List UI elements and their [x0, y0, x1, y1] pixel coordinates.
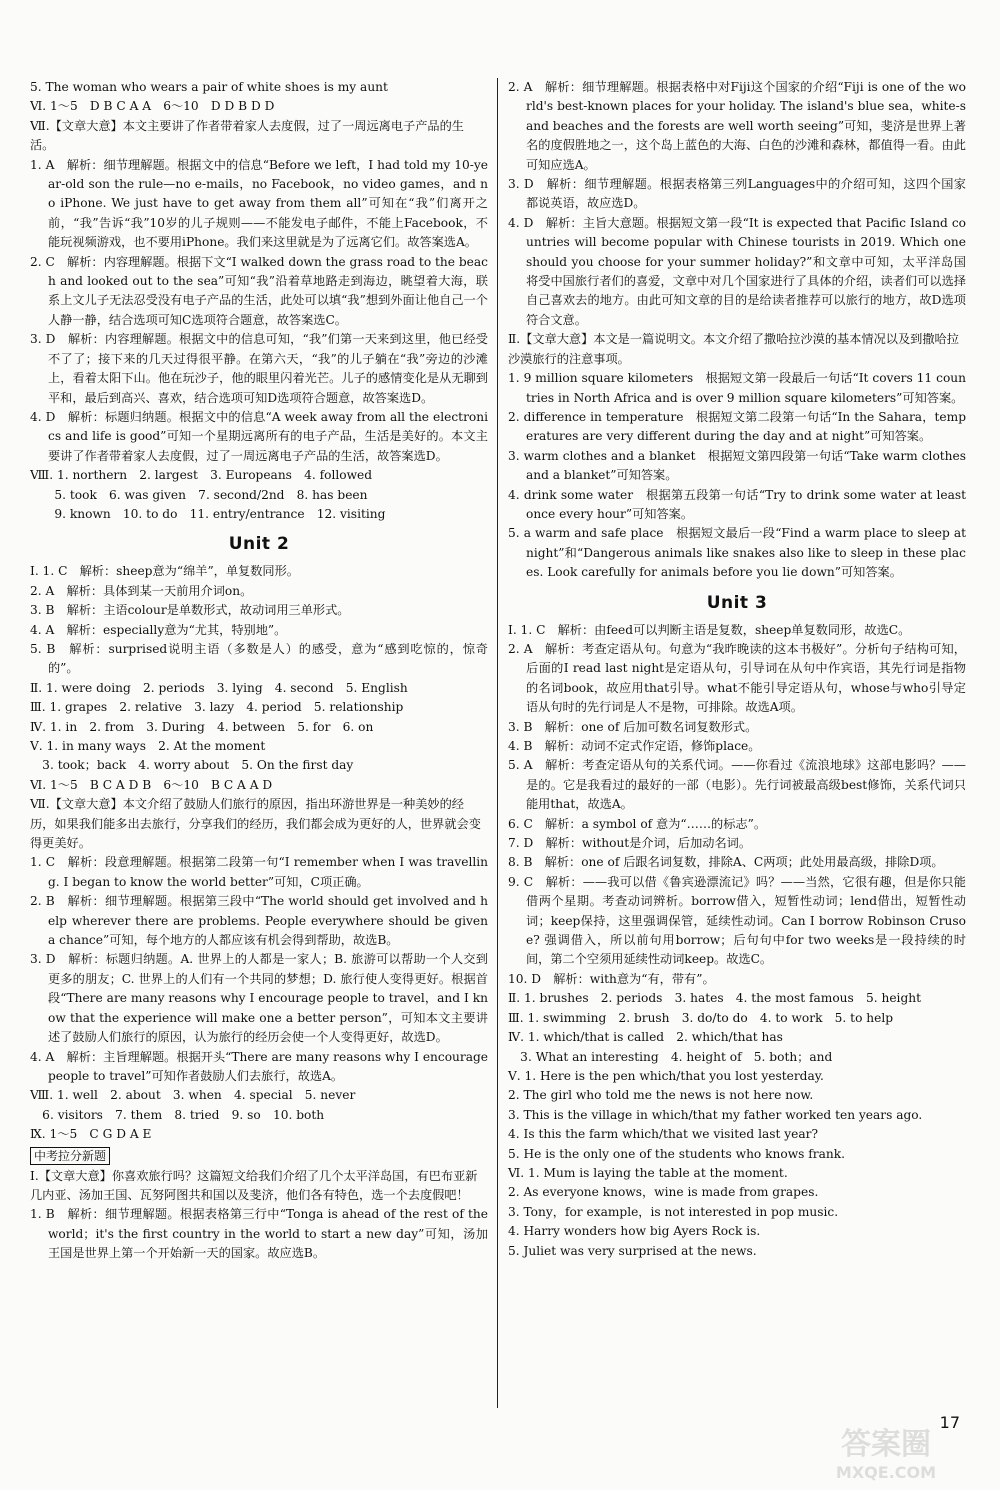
answer-line: 4. Is this the farm which/that we visited last year?: [508, 1127, 818, 1142]
answer-line: 3. What an interesting 4. height of 5. both；and: [508, 1049, 833, 1064]
answer-line: 5. B 解析：surprised说明主语（多数是人）的感受，意为“感到吃惊的，惊奇的”。: [30, 641, 488, 676]
answer-line: Ⅳ. 1. which/that is called 2. which/that has: [508, 1030, 783, 1045]
answer-line: 6. C 解析：a symbol of 意为“……的标志”。: [508, 816, 767, 831]
answer-line: 4. A 解析：especially意为“尤其，特别地”。: [30, 622, 287, 637]
answer-line: Ⅶ.【文章大意】本文主要讲了作者带着家人去度假，过了一周远离电子产品的生活。: [30, 118, 464, 153]
answer-line: 10. D 解析：with意为“有，带有”。: [508, 971, 715, 986]
right-column: [508, 78, 966, 1261]
answer-line: Ⅷ. 1. northern 2. largest 3. Europeans 4. followed: [30, 468, 373, 483]
answer-line: Ⅴ. 1. in many ways 2. At the moment: [30, 739, 266, 753]
answer-line: Ⅷ. 1. well 2. about 3. when 4. special 5. never: [30, 1088, 356, 1103]
answer-line: 4. Harry wonders how big Ayers Rock is.: [508, 1224, 761, 1239]
answer-line: 2. As everyone knows，wine is made from grapes.: [508, 1185, 819, 1200]
answer-line: 6. visitors 7. them 8. tried 9. so 10. both: [30, 1107, 325, 1122]
answer-line: 2. C 解析：内容理解题。根据下文“I walked down the grass road to the beach and looked out to the sea”可知“我”沿着草地路走到海边，眺望着大海，联系上文儿子无法忍受没有电子产品的生活，此处可以填“我”想到外面让他自己一个人静一静，结合选项可知C选项符合题意，故答案选C。: [30, 254, 488, 327]
answer-line: 8. B 解析：one of 后跟名词复数，排除A、C两项；此处用最高级，排除D项。: [508, 855, 944, 870]
answer-line: 5. Juliet was very surprised at the news.: [508, 1243, 757, 1258]
answer-line: 1. B 解析：细节理解题。根据表格第三行中“Tonga is ahead of the rest of the world；it's the first country in the world to start a new day”可知，汤加王国是世界上第一个开始新一天的国家。故应选B。: [30, 1207, 488, 1261]
answer-line: Ⅲ. 1. grapes 2. relative 3. lazy 4. period 5. relationship: [30, 700, 404, 715]
watermark-logo: [786, 1420, 986, 1486]
answer-line: 3. D 解析：细节理解题。根据表格第三列Languages中的介绍可知，这四个国家都说英语，故应选D。: [508, 177, 966, 211]
answer-line: 2. A 解析：细节理解题。根据表格中对Fiji这个国家的介绍“Fiji is one of the world's best-known places for your holiday. The island's blue sea，white-sand beaches and the forests are well worth seeing”可知，斐济是世界上著名的度假胜地之一，这个岛上蓝色的大海、白色的沙滩和森林，都值得一看。由此可知应选A。: [508, 80, 966, 172]
answer-line: 3. D 解析：内容理解题。根据文中的信息可知，“我”们第一天来到这里，他已经受不了了；接下来的几天过得很平静。在第六天，“我”的儿子躺在“我”旁边的沙滩上，看着太阳下山。他在玩沙子，他的眼里闪着光芒。儿子的感情变化是从无聊到平和，最后到高兴、喜欢，结合选项可知D选项符合题意，故答案选D。: [30, 332, 488, 405]
answer-line: 3. This is the village in which/that my father worked ten years ago.: [508, 1107, 923, 1122]
answer-line: 4. D 解析：标题归纳题。根据文中的信息“A week away from all the electronics and life is good”可知一个星期远离所有的电子产品，生活是美好的。本文主要讲了作者带着家人去度假，过了一周远离电子产品的生活，故答案选D。: [30, 409, 488, 463]
answer-line: 7. D 解析：without是介词，后加动名词。: [508, 836, 752, 851]
answer-line: 3. Tony，for example，is not interested in pop music.: [508, 1204, 839, 1219]
answer-line: 1. 9 million square kilometers 根据短文第一段最后一句话“It covers 11 countries in North Africa and is over 9 million square kilometers”可知答案。: [508, 371, 966, 405]
answer-line: 3. warm clothes and a blanket 根据短文第四段第一句话“Take warm clothes and a blanket”可知答案。: [508, 448, 966, 483]
answer-line: Ⅰ.【文章大意】你喜欢旅行吗？这篇短文给我们介绍了几个太平洋岛国，有巴布亚新几内亚、汤加王国、瓦努阿图共和国以及斐济，他们各有特色，选一个去度假吧！: [30, 1168, 478, 1202]
answer-line: Ⅲ. 1. swimming 2. brush 3. do/to do 4. to work 5. to help: [508, 1010, 894, 1025]
answer-line: 9. C 解析：——我可以借《鲁宾逊漂流记》吗？——当然，它很有趣，但是你只能借两个星期。考查动词辨析。borrow借入，短暂性动词；lend借出，短暂性动词；keep保持，这里强调保管，延续性动词。Can I borrow Robinson Crusoe? 强调借入，所以前句用borrow；后句句中for two weeks是一段持续的时间，第二个空须用延续性动词keep。故选C。: [508, 874, 966, 967]
watermark-text: 答案圈: [841, 1427, 931, 1462]
answer-line: Ⅵ. 1. Mum is laying the table at the moment.: [508, 1165, 788, 1180]
answer-line: Ⅱ.【文章大意】本文是一篇说明文。本文介绍了撒哈拉沙漠的基本情况以及到撒哈拉沙漠旅行的注意事项。: [508, 332, 959, 366]
answer-line: 4. A 解析：主旨理解题。根据开头“There are many reasons why I encourage people to travel”可知作者鼓励人们去旅行，故选A。: [30, 1049, 488, 1083]
watermark-url: MXQE.COM: [835, 1463, 937, 1482]
answer-line: 5. A 解析：考查定语从句的关系代词。——你看过《流浪地球》这部电影吗？——是的。它是我看过的最好的一部（电影）。先行词被最高级best修饰，关系代词只能用that，故选A。: [508, 758, 966, 812]
answer-line: 2. difference in temperature 根据短文第二段第一句话“In the Sahara，temperatures are very different during the day and at night”可知答案。: [508, 409, 966, 444]
answer-line: 4. drink some water 根据第五段第一句话“Try to drink some water at least once every hour”可知答案。: [508, 487, 966, 521]
answer-line: 5. He is the only one of the students who knows frank.: [508, 1146, 845, 1161]
answer-line: Ⅶ.【文章大意】本文介绍了鼓励人们旅行的原因，指出环游世界是一种美妙的经历，如果我们能多出去旅行，分享我们的经历，我们都会成为更好的人，世界就会变得更美好。: [30, 797, 481, 851]
answer-line: 4. B 解析：动词不定式作定语，修饰place。: [508, 739, 761, 753]
answer-line: Ⅵ. 1～5 B C A D B 6～10 B C A A D: [30, 777, 273, 792]
page-number: 17: [939, 1413, 960, 1432]
answer-line: 5. The woman who wears a pair of white shoes is my aunt: [30, 80, 388, 94]
answer-line: Ⅳ. 1. in 2. from 3. During 4. between 5. for 6. on: [30, 719, 374, 734]
column-divider: [497, 78, 498, 1408]
answer-line: Ⅱ. 1. were doing 2. periods 3. lying 4. second 5. English: [30, 680, 408, 695]
answer-line: 2. The girl who told me the news is not here now.: [508, 1088, 814, 1103]
answer-line: 3. B 解析：主语colour是单数形式，故动词用三单形式。: [30, 603, 350, 618]
answer-line: 3. B 解析：one of 后加可数名词复数形式。: [508, 719, 758, 734]
answer-line: 1. C 解析：段意理解题。根据第二段第一句“I remember when I was travelling. I began to know the world better”可知，C项正确。: [30, 855, 488, 889]
unit-heading: Unit 2: [228, 534, 290, 555]
unit-heading: Unit 3: [706, 592, 768, 613]
answer-line: 2. A 解析：具体到某一天前用介词on。: [30, 583, 253, 598]
answer-line: 2. A 解析：考查定语从句。句意为“我昨晚读的这本书极好”。分析句子结构可知，后面的I read last night是定语从句，引导词在从句中作宾语，其先行词是指物的名词book，故应用that引导。what不能引导定语从句，whose与who引导定语从句时的先行词是人不是物，可排除。故选A项。: [508, 641, 966, 715]
answer-line: Ⅵ. 1～5 D B C A A 6～10 D D B D D: [30, 99, 275, 114]
answer-line: 3. took；back 4. worry about 5. On the first day: [30, 758, 354, 773]
answer-line: 3. D 解析：标题归纳题。A. 世界上的人都是一家人；B. 旅游可以帮助一个人交到更多的朋友；C. 世界上的人们有一个共同的梦想；D. 旅行使人变得更好。根据首段“There are many reasons why I encourage people to travel，and I know that the experience will make one a better person”，可知本文主要讲述了鼓励人们旅行的原因，认为旅行的经历会使一个人变得更好，故选D。: [30, 952, 488, 1045]
section-label: 中考拉分新题: [30, 1147, 110, 1165]
answer-line: Ⅸ. 1～5 C G D A E: [30, 1127, 152, 1142]
answer-line: Ⅴ. 1. Here is the pen which/that you lost yesterday.: [508, 1068, 824, 1083]
answer-line: 2. B 解析：细节理解题。根据第三段中“The world should get involved and help wherever there are problems. People everywhere should be given a chance”可知，每个地方的人都应该有机会得到帮助，故选B。: [30, 894, 488, 948]
answer-line: 5. took 6. was given 7. second/2nd 8. has been: [30, 487, 368, 502]
answer-line: 9. known 10. to do 11. entry/entrance 12. visiting: [30, 506, 386, 521]
left-column: [30, 78, 488, 1264]
answer-line: 4. D 解析：主旨大意题。根据短文第一段“It is expected that Pacific Island countries will become popular with Chinese tourists in 2019. Which one should you choose for your summer holiday?”和文章中可知，太平洋岛国将受中国旅行者们的喜爱，文章中对几个国家进行了具体的介绍，读者们可以选择自己喜欢去的地方。由此可知文章的目的是给读者推荐可以旅行的地方，故D选项符合文意。: [508, 215, 966, 327]
answer-line: 5. a warm and safe place 根据短文最后一段“Find a warm place to sleep at night”和“Dangerous animals like snakes also like to sleep in these places. Look carefully for animals before you lie down”可知答案。: [508, 526, 966, 580]
answer-line: Ⅰ. 1. C 解析：sheep意为“绵羊”，单复数同形。: [30, 564, 299, 579]
answer-line: Ⅰ. 1. C 解析：由feed可以判断主语是复数，sheep单复数同形，故选C。: [508, 622, 911, 637]
section-label-line: [30, 1145, 488, 1167]
answer-line: 1. A 解析：细节理解题。根据文中的信息“Before we left，I had told my 10-year-old son the rule—no e-mails，no Facebook，no video games，and no iPhone. We just have to get away from them all”可知在“我”们离开之前，“我”告诉“我”10岁的儿子规则——不能发电子邮件，不能上Facebook，不能玩视频游戏，也不要用iPhone。我们来这里就是为了远离它们。故答案选A。: [30, 157, 488, 250]
answer-line: Ⅱ. 1. brushes 2. periods 3. hates 4. the most famous 5. height: [508, 991, 921, 1006]
